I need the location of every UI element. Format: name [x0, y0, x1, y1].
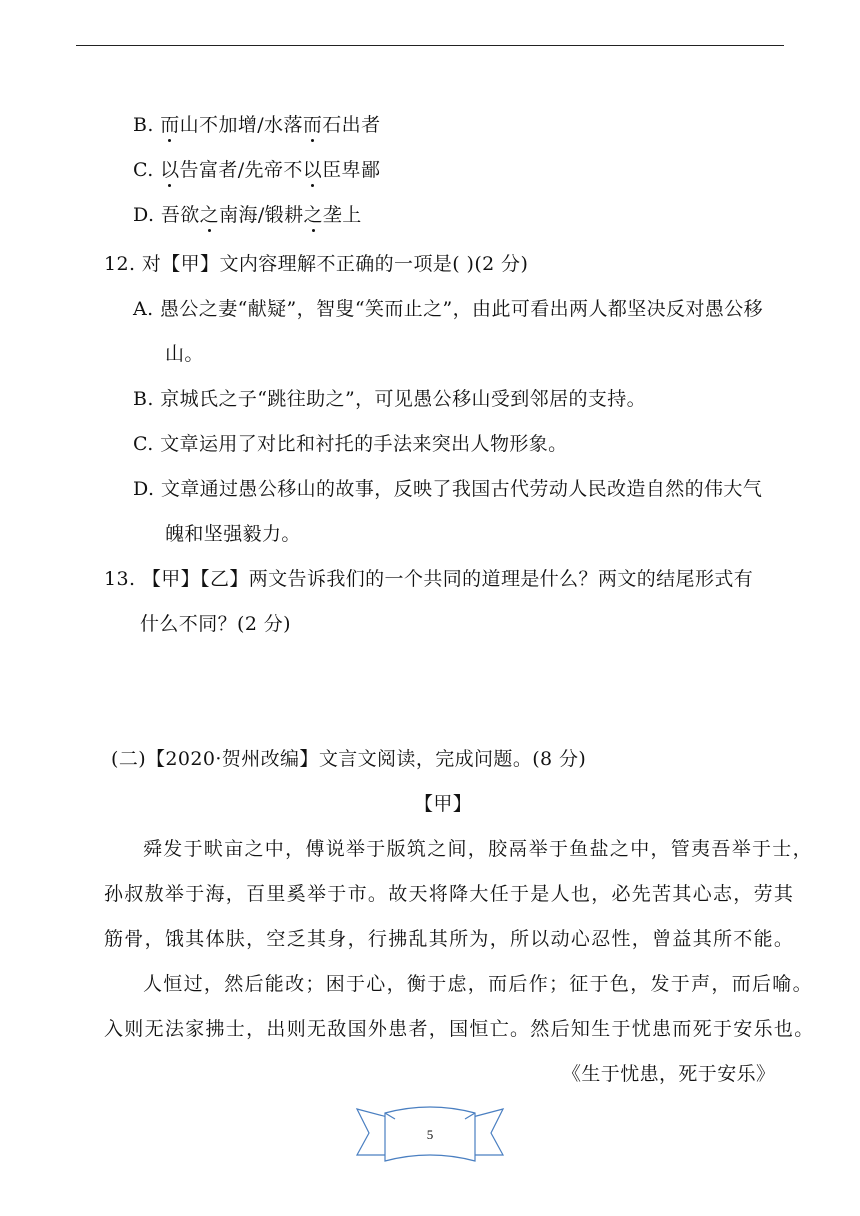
q12-option-d: D. 文章通过愚公移山的故事，反映了我国古代劳动人民改造自然的伟大气: [133, 478, 763, 500]
page-number: 5: [426, 1127, 434, 1142]
q11-option-b: B. 而山不加增/水落而石出者: [133, 114, 381, 136]
q12-stem: 12. 对【甲】文内容理解不正确的一项是( )(2 分): [104, 253, 529, 275]
emphasis-char: 而: [302, 114, 323, 136]
section-heading: (二)【2020·贺州改编】文言文阅读，完成问题。(8 分): [111, 748, 587, 770]
passage-line: 筋骨，饿其体肤，空乏其身，行拂乱其所为，所以动心忍性，曾益其所不能。: [104, 928, 795, 950]
q12-option-b: B. 京城氏之子“跳往助之”，可见愚公移山受到邻居的支持。: [133, 388, 647, 410]
q11-option-d: D. 吾欲之南海/锻耕之垄上: [133, 204, 362, 226]
passage-source: 《生于忧患，死于安乐》: [562, 1063, 776, 1085]
emphasis-char: 以: [302, 159, 323, 181]
passage-label-jia: 【甲】: [414, 793, 473, 815]
q13-stem-cont: 什么不同？(2 分): [140, 613, 291, 635]
q11-option-c: C. 以告富者/先帝不以臣卑鄙: [133, 159, 381, 181]
emphasis-char: 之: [303, 204, 323, 226]
q12-option-a-cont: 山。: [165, 343, 204, 365]
header-rule: [76, 45, 784, 46]
q12-option-c: C. 文章运用了对比和衬托的手法来突出人物形象。: [133, 433, 568, 455]
q13-stem: 13. 【甲】【乙】两文告诉我们的一个共同的道理是什么？两文的结尾形式有: [104, 568, 754, 590]
passage-line: 入则无法家拂士，出则无敌国外患者，国恒亡。然后知生于忧患而死于安乐也。: [104, 1018, 815, 1040]
emphasis-char: 以: [160, 159, 180, 181]
passage-line: 舜发于畎亩之中，傅说举于版筑之间，胶鬲举于鱼盐之中，管夷吾举于士，: [143, 838, 813, 860]
passage-line: 人恒过，然后能改；困于心，衡于虑，而后作；征于色，发于声，而后喻。: [143, 973, 813, 995]
q12-option-d-cont: 魄和坚强毅力。: [165, 523, 301, 545]
q12-option-a: A. 愚公之妻“献疑”，智叟“笑而止之”，由此可看出两人都坚决反对愚公移: [133, 298, 764, 320]
passage-line: 孙叔敖举于海，百里奚举于市。故天将降大任于是人也，必先苦其心志，劳其: [104, 883, 795, 905]
emphasis-char: 而: [160, 114, 180, 136]
emphasis-char: 之: [199, 204, 220, 226]
